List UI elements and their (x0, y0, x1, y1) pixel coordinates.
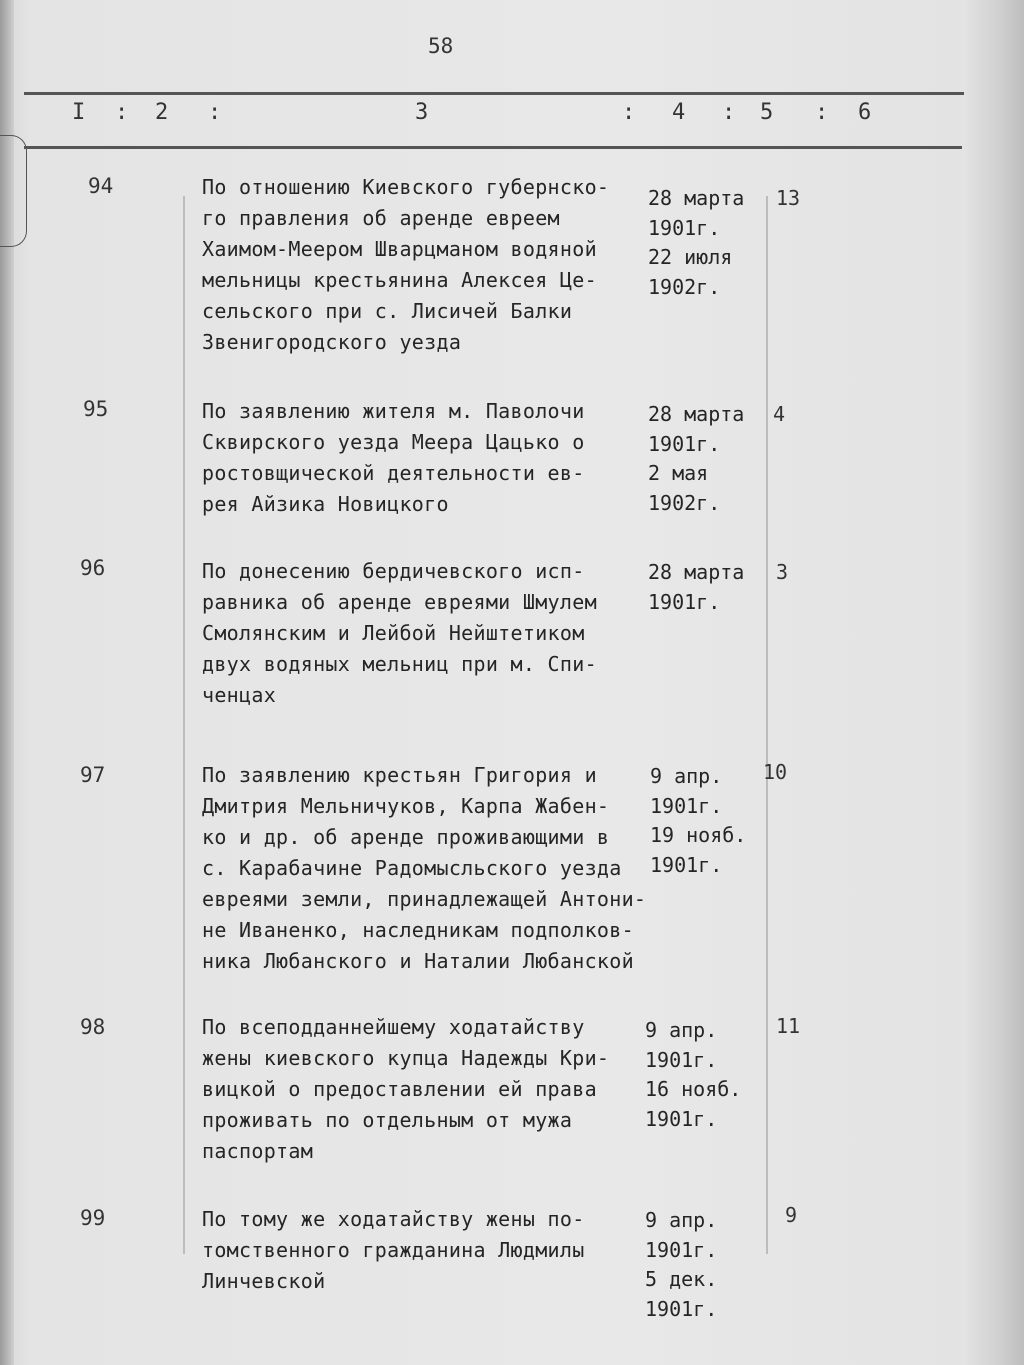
header-separator: : (722, 100, 736, 125)
page-number: 58 (428, 34, 454, 58)
row-dates: 9 апр. 1901г. 16 нояб. 1901г. (645, 1018, 742, 1131)
header-col-2: 2 (155, 100, 169, 125)
column-divider (766, 196, 768, 1254)
row-description: По донесению бердичевского исп- равника об аренде евреями Шмулем Смолянским и Лейбой Нейштетиком двух водяных мельниц при м. Спи- ченцах (202, 559, 597, 707)
page-right-edge (966, 0, 1024, 1365)
row-sheet-count: 9 (785, 1203, 798, 1227)
row-description: По заявлению крестьян Григория и Дмитрия Мельничуков, Карпа Жабен- ко и др. об аренде проживающими в с. Карабачине Радомысльского уезда евреями земли, принадлежащей Антони- не Иваненко, наследникам подполков- ника Любанского и Наталии Любанской (202, 763, 647, 973)
row-sheet-count: 3 (776, 560, 789, 584)
row-number: 97 (80, 763, 106, 787)
row-sheet-count: 4 (773, 402, 786, 426)
header-separator: : (815, 100, 829, 125)
row-dates: 9 апр. 1901г. 19 нояб. 1901г. (650, 764, 747, 877)
header-col-3: 3 (415, 100, 429, 125)
row-description: По тому же ходатайству жены по- томственного гражданина Людмилы Линчевской (202, 1207, 585, 1293)
row-number: 98 (80, 1015, 106, 1039)
row-description: По отношению Киевского губернско- го правления об аренде евреем Хаимом-Меером Шварцманом водяной мельницы крестьянина Алексея Це- сельского при с. Лисичей Балки Звенигородского уезда (202, 175, 610, 354)
row-number: 95 (83, 397, 109, 421)
header-col-4: 4 (672, 100, 686, 125)
header-col-5: 5 (760, 100, 774, 125)
row-sheet-count: 13 (776, 186, 801, 210)
row-number: 94 (88, 174, 114, 198)
row-description: По всеподданнейшему ходатайству жены киевского купца Надежды Кри- вицкой о предоставлении ей права проживать по отдельным от мужа паспортам (202, 1015, 610, 1163)
row-dates: 28 марта 1901г. (648, 560, 745, 614)
row-description: По заявлению жителя м. Паволочи Сквирского уезда Меера Цацько о ростовщической деятельности ев- рея Айзика Новицкого (202, 399, 585, 516)
header-separator: : (208, 100, 222, 125)
row-number: 96 (80, 556, 106, 580)
row-sheet-count: 10 (763, 760, 788, 784)
header-separator: : (115, 100, 129, 125)
row-sheet-count: 11 (776, 1014, 801, 1038)
header-col-1: I (72, 100, 86, 125)
header-separator: : (622, 100, 636, 125)
row-dates: 9 апр. 1901г. 5 дек. 1901г. (645, 1208, 718, 1321)
header-col-6: 6 (858, 100, 872, 125)
column-divider (183, 196, 185, 1254)
bleed-through-tab (0, 135, 27, 247)
header-top-rule (24, 92, 964, 95)
row-dates: 28 марта 1901г. 22 июля 1902г. (648, 186, 745, 299)
header-bottom-rule (24, 146, 962, 149)
row-dates: 28 марта 1901г. 2 мая 1902г. (648, 402, 745, 515)
row-number: 99 (80, 1206, 106, 1230)
